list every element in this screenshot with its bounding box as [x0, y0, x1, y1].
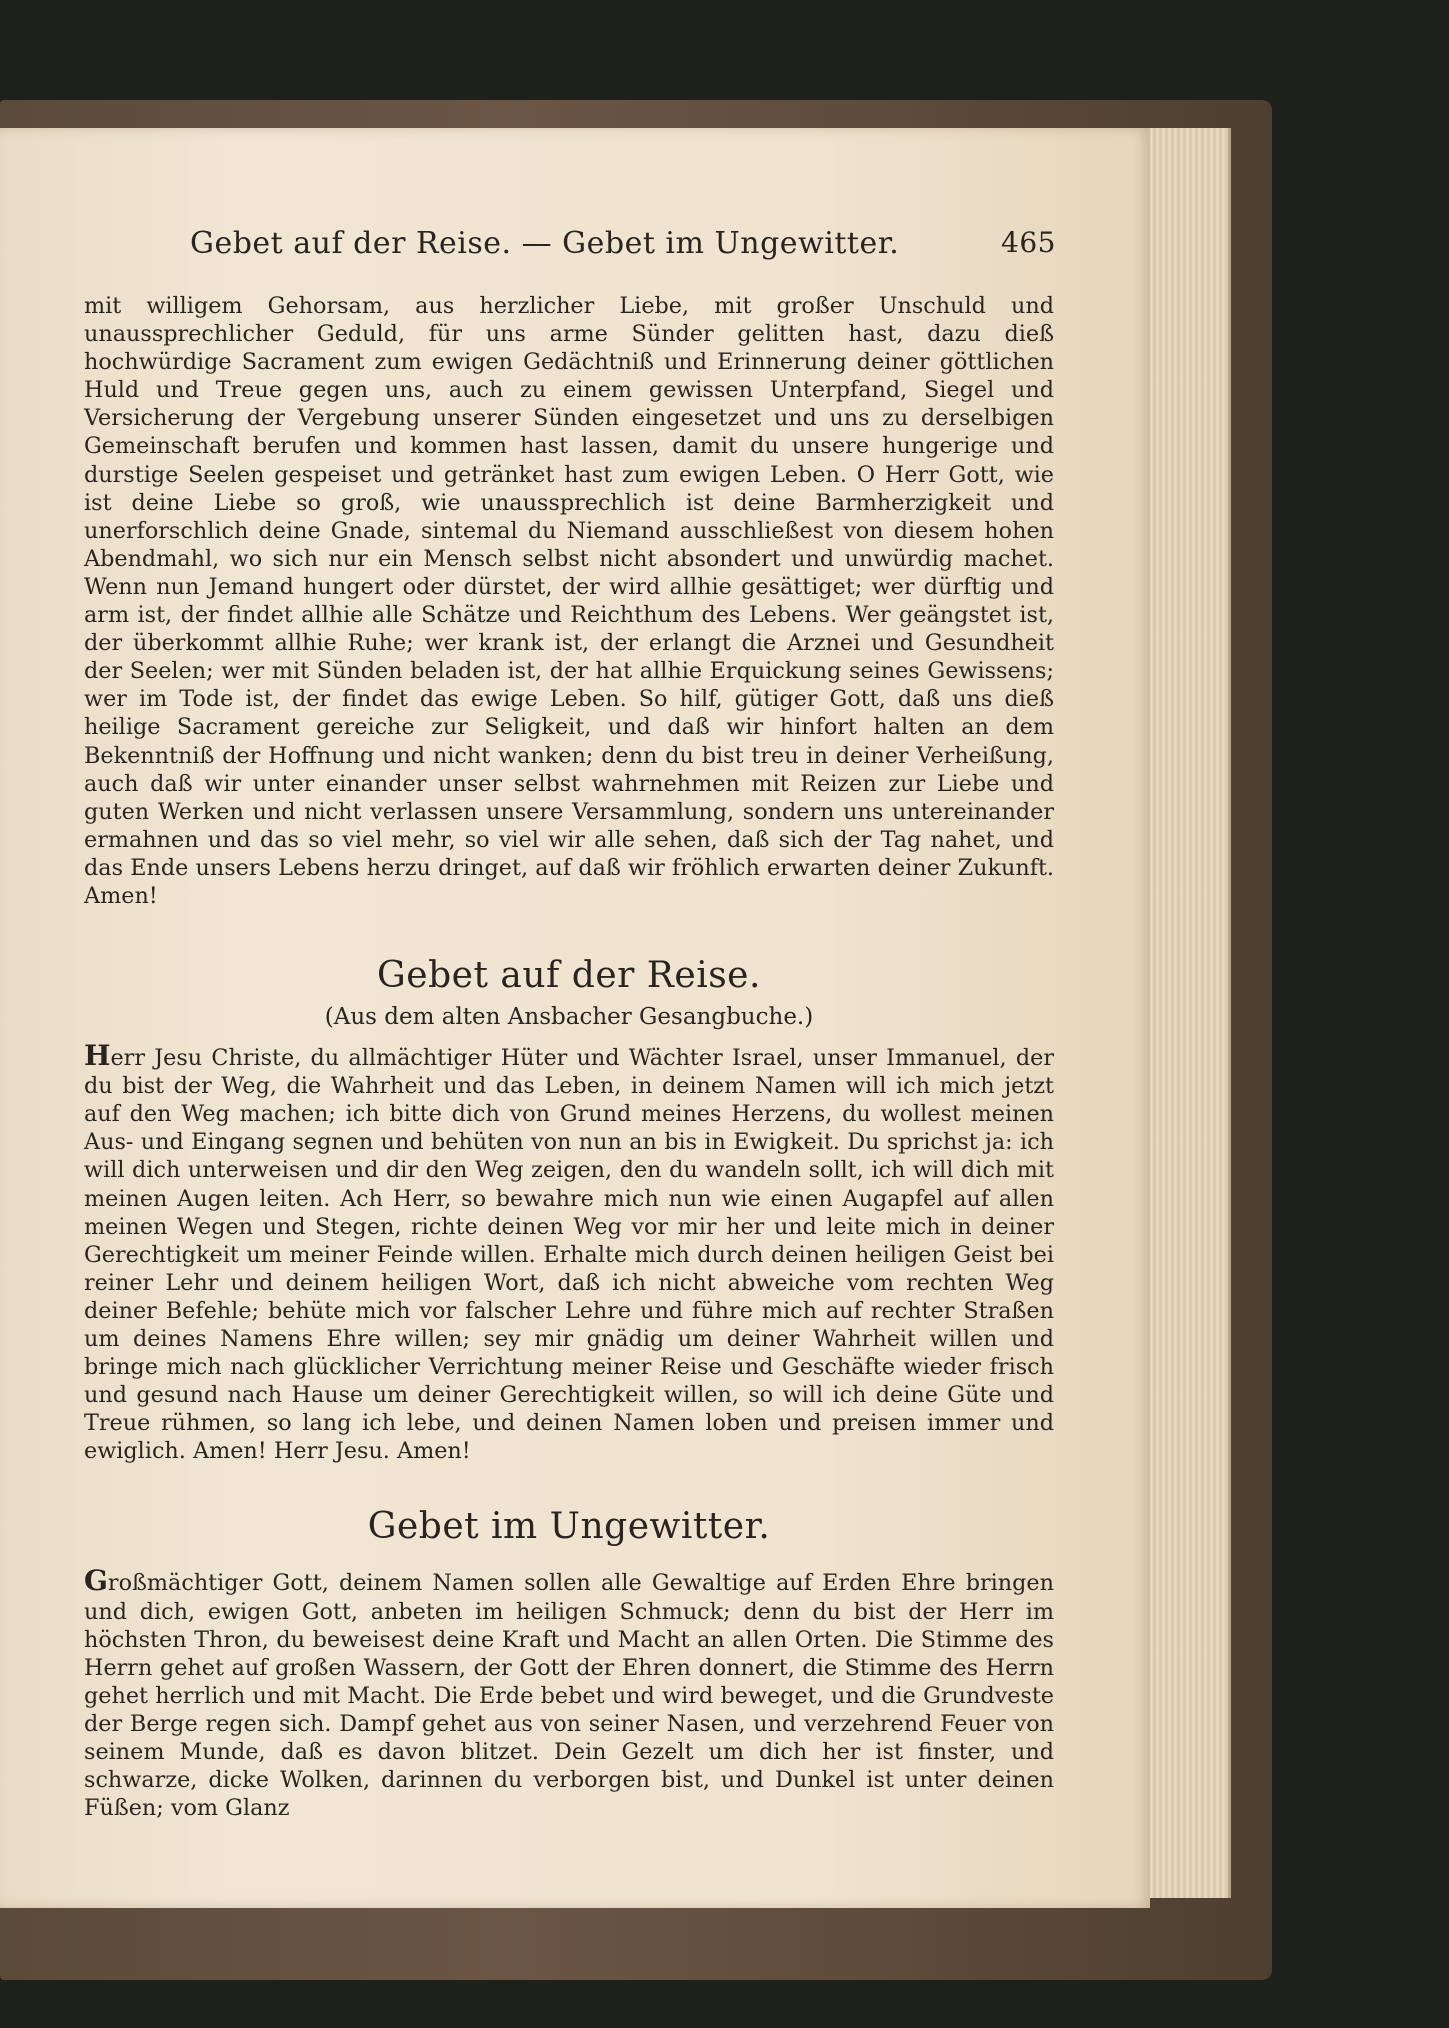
- section-title-reise: Gebet auf der Reise.: [377, 955, 761, 997]
- dropcap-g: G: [84, 1564, 108, 1598]
- page-number: 465: [1001, 226, 1056, 259]
- running-title: Gebet auf der Reise. — Gebet im Ungewitter.: [190, 226, 900, 261]
- dropcap-h: H: [84, 1039, 111, 1073]
- prayer-reise: [84, 1039, 1054, 1465]
- continued-paragraph: mit willigem Gehorsam, aus herzlicher Liebe, mit großer Unschuld und unaussprechlicher Geduld, für uns arme Sünder gelitten hast, dazu dieß hochwürdige Sacrament zum ewigen Gedächtniß und Erinnerung deiner göttlichen Huld und Treue gegen uns, auch zu einem gewissen Unterpfand, Siegel und Versicherung der Vergebung unserer Sünden eingesetzet und uns zu derselbigen Gemeinschaft berufen und kommen hast lassen, damit du unsere hungerige und durstige Seelen gespeiset und getränket hast zum ewigen Leben. O Herr Gott, wie ist deine Liebe so groß, wie unaussprechlich ist deine Barmherzigkeit und unerforschlich deine Gnade, sintemal du Niemand ausschließest von diesem hohen Abendmahl, wo sich nur ein Mensch selbst nicht absondert und unwürdig machet. Wenn nun Jemand hungert oder dürstet, der wird allhie gesättiget; wer dürftig und arm ist, der findet allhie alle Schätze und Reichthum des Lebens. Wer geängstet ist, der überkommt allhie Ruhe; wer krank ist, der erlangt die Arznei und Gesundheit der Seelen; wer mit Sünden beladen ist, der hat allhie Erquickung seines Gewissens; wer im Tode ist, der findet das ewige Leben. So hilf, gütiger Gott, daß uns dieß heilige Sacrament gereiche zur Seligkeit, und daß wir hinfort halten an dem Bekenntniß der Hoffnung und nicht wanken; denn du bist treu in deiner Verheißung, auch daß wir unter einander unser selbst wahrnehmen mit Reizen zur Liebe und guten Werken und nicht verlassen unsere Versammlung, sondern uns untereinander ermahnen und das so viel mehr, so viel wir alle sehen, daß sich der Tag nahet, und das Ende unsers Lebens herzu dringet, auf daß wir fröhlich erwarten deiner Zukunft. Amen!: [84, 293, 1054, 909]
- page-header: [190, 226, 1060, 276]
- page-body: [84, 292, 1054, 1822]
- section-title-ungewitter: Gebet im Ungewitter.: [367, 1506, 771, 1548]
- prayer-reise-text: err Jesu Christe, du allmächtiger Hüter und Wächter Israel, unser Immanuel, der du bist der Weg, die Wahrheit und das Leben, in deinem Namen will ich mich jetzt auf den Weg machen; ich bitte dich von Grund meines Herzens, du wollest meinen Aus- und Eingang segnen und behüten von nun an bis in Ewigkeit. Du sprichst ja: ich will dich unterweisen und dir den Weg zeigen, den du wandeln sollt, ich will dich mit meinen Augen leiten. Ach Herr, so bewahre mich nun wie einen Augapfel auf allen meinen Wegen und Stegen, richte deinen Weg vor mir her und leite mich in deiner Gerechtigkeit um meiner Feinde willen. Erhalte mich durch deinen heiligen Geist bei reiner Lehr und deinem heiligen Wort, daß ich nicht abweiche vom rechten Weg deiner Befehle; behüte mich vor falscher Lehre und führe mich auf rechter Straßen um deines Namens Ehre willen; sey mir gnädig um deiner Wahrheit willen und bringe mich nach glücklicher Verrichtung meiner Reise und Geschäfte wieder frisch und gesund nach Hause um deiner Gerechtigkeit willen, so will ich deine Güte und Treue rühmen, so lang ich lebe, und deinen Namen loben und preisen immer und ewiglich. Amen! Herr Jesu. Amen!: [84, 1045, 1054, 1465]
- prayer-ungewitter-text: roßmächtiger Gott, deinem Namen sollen alle Gewaltige auf Erden Ehre bringen und dich, ewigen Gott, anbeten im heiligen Schmuck; denn du bist der Herr im höchsten Thron, du beweisest deine Kraft und Macht an allen Orten. Die Stimme des Herrn gehet auf großen Wassern, der Gott der Ehren donnert, die Stimme des Herrn gehet herrlich und mit Macht. Die Erde bebet und wird beweget, und die Grundveste der Berge regen sich. Dampf gehet aus von seiner Nasen, und verzehrend Feuer von seinem Munde, daß es davon blitzet. Dein Gezelt um dich her ist finster, und schwarze, dicke Wolken, darinnen du verborgen bist, und Dunkel ist unter deinen Füßen; vom Glanz: [84, 1570, 1054, 1822]
- section-source-note: (Aus dem alten Ansbacher Gesangbuche.): [324, 1004, 814, 1031]
- prayer-ungewitter: [84, 1564, 1054, 1822]
